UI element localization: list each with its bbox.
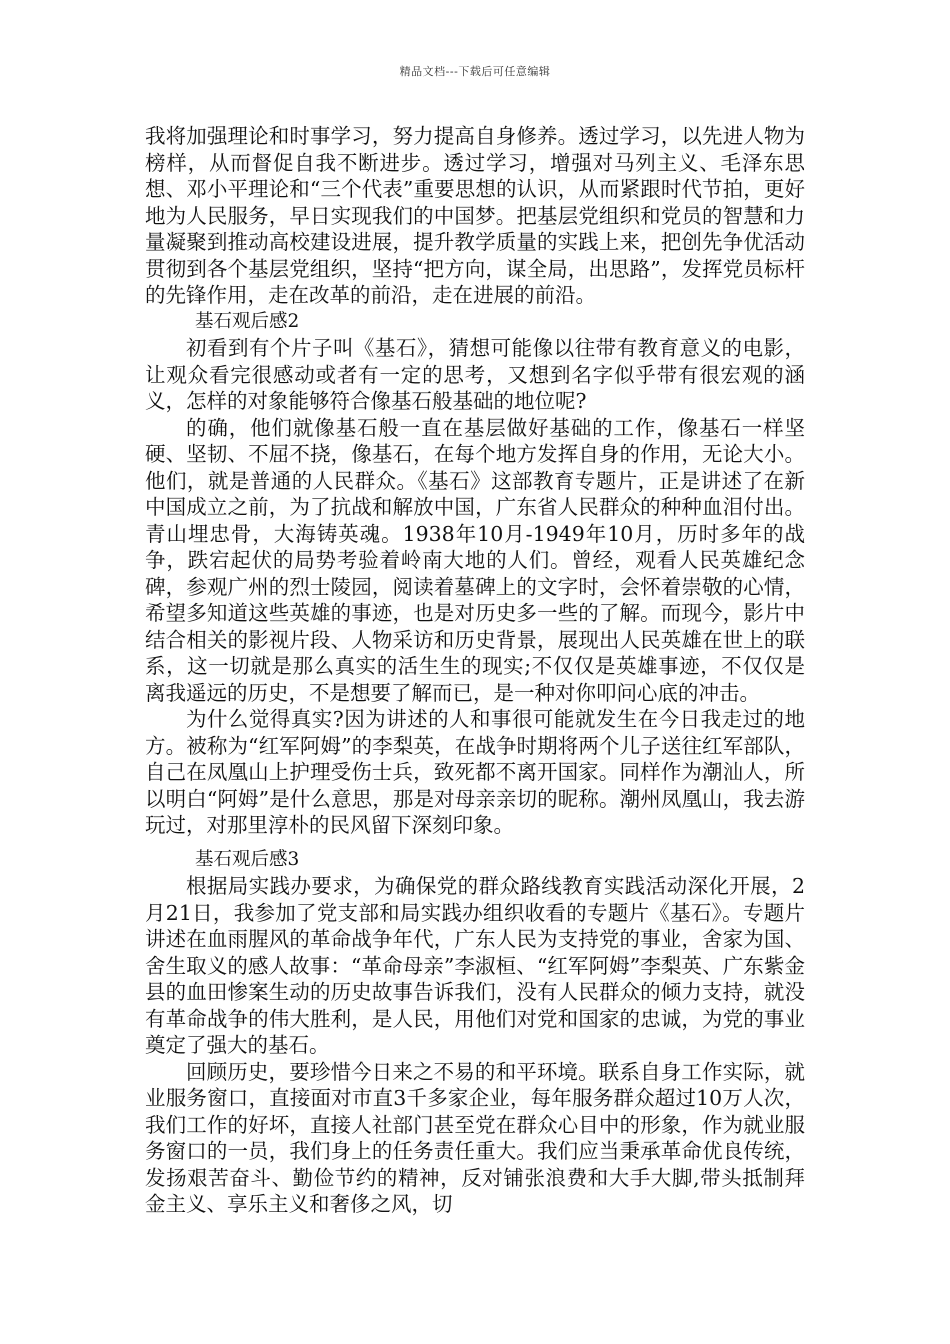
document-body [145, 123, 805, 1218]
page-header: 精品文档---下载后可任意编辑 [399, 65, 551, 78]
paragraph-first-impression: 初看到有个片子叫《基石》，猜想可能像以往带有教育意义的电影，让观众看完很感动或者有一定的思考，又想到名字似乎带有很宏观的涵义，怎样的对象能够符合像基石般基础的地位呢? [145, 336, 805, 413]
section-heading-3: 基石观后感3 [194, 848, 300, 870]
paragraph-intro: 我将加强理论和时事学习，努力提高自身修养。透过学习，以先进人物为榜样，从而督促自我不断进步。透过学习，增强对马列主义、毛泽东思想、邓小平理论和“三个代表”重要思想的认识，从而紧跟时代节拍，更好地为人民服务，早日实现我们的中国梦。把基层党组织和党员的智慧和力量凝聚到推动高校建设进展，提升教学质量的实践上来，把创先争优活动贯彻到各个基层党组织，坚持“把方向，谋全局，出思路”，发挥党员标杆的先锋作用，走在改革的前沿，走在进展的前沿。 [145, 124, 805, 307]
paragraph-reflection: 回顾历史，要珍惜今日来之不易的和平环境。联系自身工作实际，就业服务窗口，直接面对市直3千多家企业，每年服务群众超过10万人次，我们工作的好坏，直接人社部门甚至党在群众心目中的形象，作为就业服务窗口的一员，我们身上的任务责任重大。我们应当秉承革命优良传统，发扬艰苦奋斗、勤俭节约的精神，反对铺张浪费和大手大脚,带头抵制拜金主义、享乐主义和奢侈之风，切 [145, 1059, 805, 1216]
paragraph-viewing-event: 根据局实践办要求，为确保党的群众路线教育实践活动深化开展，2月21日，我参加了党支部和局实践办组织收看的专题片《基石》。专题片讲述在血雨腥风的革命战争年代，广东人民为支持党的事业，舍家为国、舍生取义的感人故事：“革命母亲”李淑桓、“红军阿姆”李梨英、广东紫金县的血田惨案生动的历史故事告诉我们，没有人民群众的倾力支持，就没有革命战争的伟大胜利，是人民，用他们对党和国家的忠诚，为党的事业奠定了强大的基石。 [145, 874, 805, 1057]
paragraph-foundation-stones: 的确，他们就像基石般一直在基层做好基础的工作，像基石一样坚硬、坚韧、不屈不挠，像基石，在每个地方发挥自身的作用，无论大小。他们，就是普通的人民群众。《基石》这部教育专题片，正是讲述了在新中国成立之前，为了抗战和解放中国，广东省人民群众的种种血泪付出。青山埋忠骨，大海铸英魂。1938年10月-1949年10月，历时多年的战争，跌宕起伏的局势考验着岭南大地的人们。曾经，观看人民英雄纪念碑，参观广州的烈士陵园，阅读着墓碑上的文字时，会怀着崇敬的心情，希望多知道这些英雄的事迹，也是对历史多一些的了解。而现今，影片中结合相关的影视片段、人物采访和历史背景，展现出人民英雄在世上的联系，这一切就是那么真实的活生生的现实;不仅仅是英雄事迹，不仅仅是离我遥远的历史，不是想要了解而已，是一种对你叩问心底的冲击。 [145, 415, 805, 705]
paragraph-why-real: 为什么觉得真实?因为讲述的人和事很可能就发生在今日我走过的地方。被称为“红军阿姆”的李梨英，在战争时期将两个儿子送往红军部队，自己在凤凰山上护理受伤士兵，致死都不离开国家。同样作为潮汕人，所以明白“阿姆”是什么意思，那是对母亲亲切的昵称。潮州凤凰山，我去游玩过，对那里淳朴的民风留下深刻印象。 [145, 707, 805, 837]
section-heading-2: 基石观后感2 [194, 310, 300, 332]
